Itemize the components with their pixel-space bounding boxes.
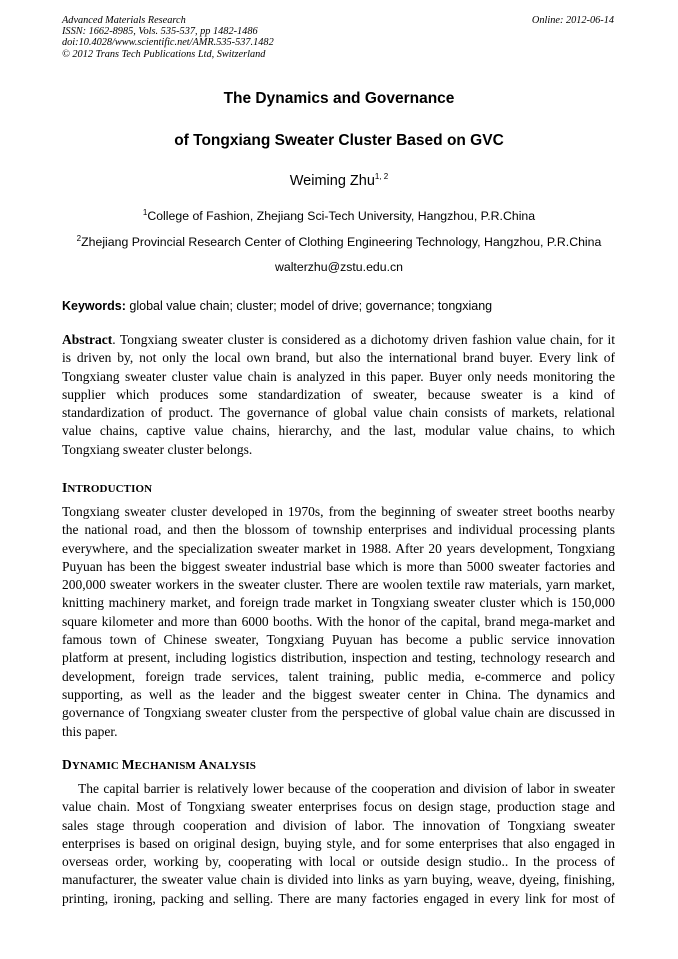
heading-initial: M — [121, 757, 135, 772]
intro-line: platform at present, including logistics distribution, inspection and testing, technology research and — [62, 650, 615, 666]
dynamic-line: manufacturer, the sweater value chain is divided into links as yarn buying, weave, dyeing, finishing, — [62, 872, 615, 888]
intro-line: the national road, and then the blossom of township enterprises and individual processing plants — [62, 522, 615, 538]
keywords-text: global value chain; cluster; model of drive; governance; tongxiang — [129, 299, 493, 313]
dynamic-line: printing, ironing, packing and selling. There are many factories engaged in every link for most of — [62, 890, 615, 906]
author-line — [0, 173, 678, 189]
intro-line: square kilometer and more than 6000 booths. With the honor of the capital, brand mega-market and — [62, 613, 615, 629]
dynamic-line: The capital barrier is relatively lower because of the cooperation and division of labor in sweater — [78, 781, 615, 796]
affiliation-1 — [0, 209, 678, 223]
abstract-line: supplier which produces some standardization of sweater, because sweater is a kind of — [62, 386, 615, 402]
abstract-line: Tongxiang sweater cluster belongs. — [62, 441, 253, 457]
author-superscript: 1, 2 — [374, 172, 389, 182]
abstract-line: value chains, captive value chains, hierarchy, and the last, modular value chains, to which — [62, 423, 615, 439]
introduction-paragraph — [62, 503, 615, 741]
abstract-line: Tongxiang sweater cluster value chain is analyzed in this paper. Buyer only needs monitoring the — [62, 368, 615, 384]
title-line-2: of Tongxiang Sweater Cluster Based on GVC — [174, 132, 504, 149]
intro-line: Tongxiang sweater cluster developed in 1970s, from the beginning of sweater street booths nearby — [62, 504, 615, 519]
dynamic-line: enterprises is based on original design, buying style, and for some enterprises that also engaged in — [62, 835, 615, 851]
keywords-label: Keywords: — [62, 299, 126, 313]
intro-line: this paper. — [62, 723, 118, 739]
heading-initial: A — [198, 757, 209, 772]
intro-line: governance of Tongxiang sweater cluster from the perspective of global value chain are discussed in — [62, 705, 615, 721]
intro-line: development, foreign trade services, talent training, public media, e-commerce and policy — [62, 668, 615, 684]
abstract-paragraph — [62, 331, 615, 459]
heading-rest: ECHANISM — [134, 760, 199, 772]
intro-line: Puyuan has been the biggest sweater industrial base which is more than 5000 sweater factories and — [62, 558, 615, 574]
intro-line: supporting, as well as the leader and the biggest sweater center in China. The dynamics and — [62, 686, 615, 702]
abstract-line — [62, 331, 615, 349]
section-heading-dynamic-mechanism — [62, 757, 256, 773]
affiliation-2-sup: 2 — [76, 233, 82, 243]
intro-line: famous town of Chinese sweater, Tongxiang Puyuan has become a public service innovation — [62, 632, 615, 648]
heading-rest: NALYSIS — [208, 760, 256, 772]
abstract-line-text: . Tongxiang sweater cluster is considered as a dichotomy driven fashion value chain, for it — [112, 332, 615, 347]
section-heading-introduction — [62, 480, 152, 496]
dynamic-line: overseas order, working by, cooperating with local or outside design studio.. In the process of — [62, 854, 615, 870]
affiliation-2-text: Zhejiang Provincial Research Center of Clothing Engineering Technology, Hangzhou, P.R.China — [81, 235, 602, 249]
abstract-label: Abstract — [62, 332, 113, 347]
issn-line: ISSN: 1662-8985, Vols. 535-537, pp 1482-1486 — [62, 26, 258, 38]
intro-line: everywhere, and the specialization sweater market in 1988. After 20 years development, Tongxiang — [62, 540, 615, 556]
dynamic-line: sales stage through cooperation and division of labor. The innovation of Tongxiang sweater — [62, 817, 615, 833]
dynamic-line: value chain. Most of Tongxiang sweater enterprises focus on design stage, production stage and — [62, 799, 615, 815]
journal-header — [62, 15, 274, 60]
intro-line: knitting machinery market, and foreign trade market in Tongxiang sweater cluster which is 150,000 — [62, 595, 615, 611]
author-email: walterzhu@zstu.edu.cn — [274, 260, 403, 274]
abstract-line: standardization of product. The governance of global value chain consists of markets, relational — [62, 405, 615, 421]
affiliation-2 — [0, 235, 678, 249]
keywords — [62, 299, 492, 313]
heading-initial: D — [62, 757, 72, 772]
copyright-line: © 2012 Trans Tech Publications Ltd, Switzerland — [62, 48, 266, 60]
affiliation-1-text: College of Fashion, Zhejiang Sci-Tech University, Hangzhou, P.R.China — [147, 209, 536, 223]
heading-rest: YNAMIC — [71, 760, 122, 772]
intro-line: 200,000 sweater workers in the sweater cluster. There are woolen textile raw materials, yarn market, — [62, 577, 615, 593]
affiliation-1-sup: 1 — [142, 207, 148, 217]
dynamic-mechanism-paragraph — [62, 780, 615, 908]
doi-line: doi:10.4028/www.scientific.net/AMR.535-537.1482 — [62, 37, 274, 49]
online-date: Online: 2012-06-14 — [531, 15, 614, 26]
heading-initial: I — [62, 480, 68, 495]
journal-name: Advanced Materials Research — [62, 15, 186, 26]
abstract-line: is driven by, not only the local own brand, but also the international brand buyer. Every link of — [62, 350, 615, 366]
heading-rest: NTRODUCTION — [67, 483, 153, 495]
author-name: Weiming Zhu — [289, 173, 375, 189]
title-line-1: The Dynamics and Governance — [223, 90, 455, 107]
